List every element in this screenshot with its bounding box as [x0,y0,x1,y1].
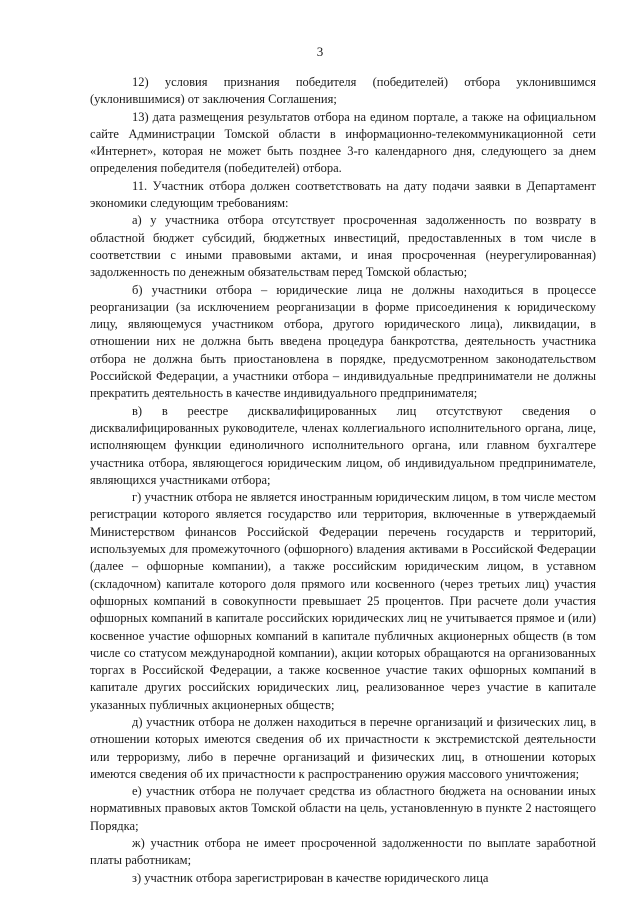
page-number: 3 [316,44,324,59]
paragraph-requirement-v: в) в реестре дисквалифицированных лиц отсутствуют сведения о дисквалифицированных руководителе, членах коллегиального исполнительного органа, лице, исполняющем функции единоличного исполнительного органа, или главном бухгалтере участника отбора, являющегося юридическим лицом, об индивидуальном предпринимателе, являющихся участниками отбора; [90,403,596,487]
paragraph-requirement-e: е) участник отбора не получает средства из областного бюджета на основании иных нормативных правовых актов Томской области на цель, установленную в пункте 2 настоящего Порядка; [90,784,596,833]
paragraph-requirement-b: б) участники отбора – юридические лица не должны находиться в процессе реорганизации (за исключением реорганизации в форме присоединения к юридическому лицу, являющемуся участником отбора, другого юридического лица), ликвидации, в отношении них не должна быть введена процедура банкротства, деятельность участника отбора не должна быть приостановлена в порядке, предусмотренном законодательством Российской Федерации, а участники отбора – индивидуальные предприниматели не должны прекратить деятельность в качестве индивидуального предпринимателя; [90,282,596,401]
paragraph-item-13: 13) дата размещения результатов отбора на едином портале, а также на официальном сайте Администрации Томской области в информационно-телекоммуникационной сети «Интернет», которая не может быть позднее 3-го календарного дня, следующего за днем определения победителя (победителей) отбора. [90,109,596,176]
paragraph-requirement-a: а) у участника отбора отсутствует просроченная задолженность по возврату в областной бюджет субсидий, бюджетных инвестиций, предоставленных в том числе в соответствии с иными правовыми актами, и иная просроченная (неурегулированная) задолженность по денежным обязательствам перед Томской областью; [90,213,596,280]
paragraph-clause-11: 11. Участник отбора должен соответствовать на дату подачи заявки в Департамент экономики следующим требованиям: [90,178,596,211]
paragraph-requirement-zh: ж) участник отбора не имеет просроченной задолженности по выплате заработной платы работникам; [90,836,596,868]
paragraph-requirement-g: г) участник отбора не является иностранным юридическим лицом, в том числе местом регистрации которого является государство или территория, включенные в утверждаемый Министерством финансов Российской Федерации перечень государств и территорий, используемых для промежуточного (офшорного) владения активами в Российской Федерации (далее – офшорные компании), а также российским юридическим лицом, в уставном (складочном) капитале которого доля прямого или косвенного (через третьих лиц) участия офшорных компаний в совокупности превышает 25 процентов. При расчете доли участия офшорных компаний в капитале российских юридических лиц не учитывается прямое и (или) косвенное участие офшорных компаний в капитале публичных акционерных обществ (в том числе со статусом международной компании), акции которых обращаются на организованных торгах в Российской Федерации, а также косвенное участие таких офшорных компаний в капитале других российских юридических лиц, реализованное через участие в капитале указанных публичных акционерных обществ; [90,490,596,712]
paragraph-requirement-d: д) участник отбора не должен находиться в перечне организаций и физических лиц, в отношении которых имеются сведения об их причастности к экстремистской деятельности или терроризму, либо в перечне организаций и физических лиц, в отношении которых имеются сведения об их причастности к распространению оружия массового уничтожения; [90,714,596,781]
document-body [90,74,596,887]
paragraph-item-12: 12) условия признания победителя (победителей) отбора уклонившимся (уклонившимися) от заключения Соглашения; [90,75,596,107]
paragraph-requirement-z: з) участник отбора зарегистрирован в качестве юридического лица [132,870,489,885]
